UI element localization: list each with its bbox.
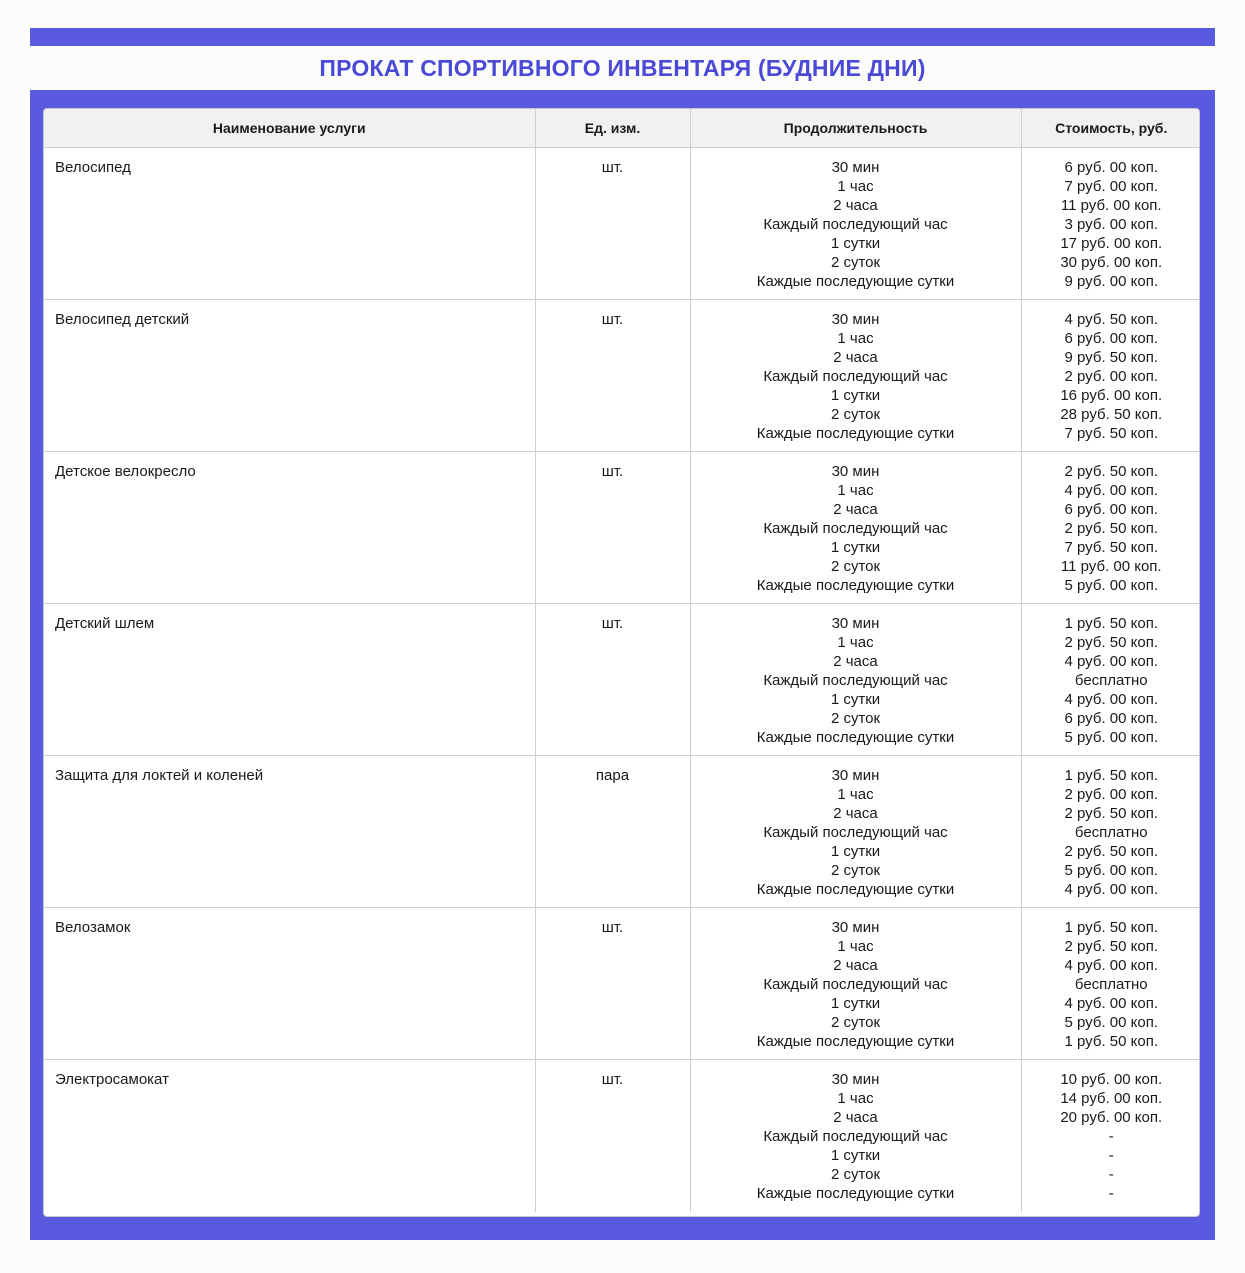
- table-row: [44, 908, 1200, 1060]
- duration-line: 1 сутки: [830, 1147, 881, 1164]
- price-line: 2 руб. 50 коп.: [1064, 938, 1158, 955]
- price-cell: [1021, 300, 1200, 452]
- price-line: 11 руб. 00 коп.: [1060, 558, 1162, 575]
- price-line: 2 руб. 50 коп.: [1064, 843, 1158, 860]
- duration-line: Каждые последующие сутки: [756, 577, 955, 594]
- duration-line: 1 час: [837, 1090, 874, 1107]
- price-cell: [1021, 148, 1200, 300]
- duration-line: 30 мин: [831, 159, 880, 176]
- price-line: 1 руб. 50 коп.: [1064, 615, 1158, 632]
- duration-line: Каждый последующий час: [763, 824, 948, 841]
- duration-line: 2 часа: [833, 349, 878, 366]
- price-line: 4 руб. 00 коп.: [1064, 957, 1158, 974]
- price-line: 2 руб. 50 коп.: [1064, 463, 1158, 480]
- header-service-name: Наименование услуги: [44, 109, 535, 148]
- price-line: 11 руб. 00 коп.: [1060, 197, 1162, 214]
- duration-line: Каждый последующий час: [763, 216, 948, 233]
- duration-line: 30 мин: [831, 615, 880, 632]
- duration-cell: [690, 908, 1021, 1060]
- table-frame: [30, 90, 1215, 1240]
- page-title: ПРОКАТ СПОРТИВНОГО ИНВЕНТАРЯ (БУДНИЕ ДНИ): [319, 55, 926, 81]
- price-line: -: [1108, 1166, 1114, 1183]
- service-name-cell: Детский шлем: [44, 604, 535, 756]
- duration-line: 1 час: [837, 482, 874, 499]
- price-line: 16 руб. 00 коп.: [1060, 387, 1163, 404]
- price-line: 4 руб. 50 коп.: [1064, 311, 1158, 328]
- price-line: 6 руб. 00 коп.: [1064, 330, 1158, 347]
- duration-line: 1 сутки: [830, 539, 881, 556]
- duration-line: Каждый последующий час: [763, 976, 948, 993]
- price-line: 4 руб. 00 коп.: [1064, 482, 1158, 499]
- service-name-cell: Велосипед: [44, 148, 535, 300]
- price-cell: [1021, 1060, 1200, 1212]
- price-line: 30 руб. 00 коп.: [1060, 254, 1163, 271]
- service-name-cell: Велозамок: [44, 908, 535, 1060]
- price-table: [44, 109, 1200, 1212]
- price-line: 2 руб. 50 коп.: [1064, 805, 1158, 822]
- price-line: 6 руб. 00 коп.: [1064, 710, 1158, 727]
- service-name-cell: Защита для локтей и коленей: [44, 756, 535, 908]
- price-line: бесплатно: [1074, 976, 1148, 993]
- price-line: 17 руб. 00 коп.: [1060, 235, 1163, 252]
- price-line: 6 руб. 00 коп.: [1064, 159, 1158, 176]
- table-row: [44, 452, 1200, 604]
- duration-cell: [690, 300, 1021, 452]
- duration-line: 2 суток: [830, 862, 881, 879]
- duration-cell: [690, 148, 1021, 300]
- price-line: 5 руб. 00 коп.: [1064, 577, 1158, 594]
- price-line: 9 руб. 00 коп.: [1064, 273, 1158, 290]
- price-cell: [1021, 756, 1200, 908]
- duration-line: 1 сутки: [830, 843, 881, 860]
- duration-line: 2 суток: [830, 558, 881, 575]
- price-line: -: [1108, 1147, 1114, 1164]
- price-line: 1 руб. 50 коп.: [1064, 919, 1158, 936]
- duration-line: Каждые последующие сутки: [756, 1033, 955, 1050]
- price-line: 5 руб. 00 коп.: [1064, 729, 1158, 746]
- price-line: 2 руб. 50 коп.: [1064, 520, 1158, 537]
- duration-line: Каждый последующий час: [763, 1128, 948, 1145]
- price-cell: [1021, 908, 1200, 1060]
- price-line: 7 руб. 00 коп.: [1064, 178, 1158, 195]
- price-line: 4 руб. 00 коп.: [1064, 691, 1158, 708]
- duration-line: 1 сутки: [830, 995, 881, 1012]
- price-line: 4 руб. 00 коп.: [1064, 881, 1158, 898]
- duration-line: 1 час: [837, 330, 874, 347]
- duration-line: Каждый последующий час: [763, 368, 948, 385]
- top-accent-bar: [30, 28, 1215, 46]
- duration-line: 2 суток: [830, 254, 881, 271]
- duration-line: 2 часа: [833, 957, 878, 974]
- table-row: [44, 148, 1200, 300]
- duration-line: 2 суток: [830, 1014, 881, 1031]
- price-cell: [1021, 452, 1200, 604]
- duration-line: 1 сутки: [830, 387, 881, 404]
- duration-line: 30 мин: [831, 463, 880, 480]
- duration-line: 2 суток: [830, 406, 881, 423]
- price-line: 28 руб. 50 коп.: [1060, 406, 1163, 423]
- table-row: [44, 756, 1200, 908]
- unit-cell: шт.: [535, 300, 690, 452]
- price-line: 14 руб. 00 коп.: [1060, 1090, 1163, 1107]
- duration-line: 1 час: [837, 178, 874, 195]
- price-line: 2 руб. 00 коп.: [1064, 368, 1158, 385]
- price-line: -: [1108, 1128, 1114, 1145]
- duration-line: 30 мин: [831, 919, 880, 936]
- duration-line: 2 часа: [833, 653, 878, 670]
- price-line: 7 руб. 50 коп.: [1064, 425, 1158, 442]
- unit-cell: шт.: [535, 604, 690, 756]
- price-line: 6 руб. 00 коп.: [1064, 501, 1158, 518]
- duration-line: 2 часа: [833, 197, 878, 214]
- duration-line: 30 мин: [831, 1071, 880, 1088]
- price-line: 2 руб. 00 коп.: [1064, 786, 1158, 803]
- table-row: [44, 1060, 1200, 1212]
- table-row: [44, 300, 1200, 452]
- duration-cell: [690, 756, 1021, 908]
- price-table-card: [43, 108, 1200, 1217]
- price-line: 3 руб. 00 коп.: [1064, 216, 1158, 233]
- price-line: 20 руб. 00 коп.: [1060, 1109, 1163, 1126]
- duration-line: 1 час: [837, 634, 874, 651]
- header-duration: Продолжительность: [690, 109, 1021, 148]
- duration-line: Каждый последующий час: [763, 672, 948, 689]
- price-line: бесплатно: [1074, 672, 1148, 689]
- price-line: 5 руб. 00 коп.: [1064, 1014, 1158, 1031]
- duration-line: Каждые последующие сутки: [756, 425, 955, 442]
- duration-line: 2 часа: [833, 501, 878, 518]
- table-row: [44, 604, 1200, 756]
- price-line: 4 руб. 00 коп.: [1064, 995, 1158, 1012]
- duration-line: 2 часа: [833, 805, 878, 822]
- duration-line: 2 суток: [830, 1166, 881, 1183]
- duration-line: Каждые последующие сутки: [756, 881, 955, 898]
- price-line: 4 руб. 00 коп.: [1064, 653, 1158, 670]
- duration-line: Каждый последующий час: [763, 520, 948, 537]
- duration-line: 30 мин: [831, 767, 880, 784]
- service-name-cell: Детское велокресло: [44, 452, 535, 604]
- duration-cell: [690, 1060, 1021, 1212]
- table-header-row: [44, 109, 1200, 148]
- price-line: 7 руб. 50 коп.: [1064, 539, 1158, 556]
- duration-line: 30 мин: [831, 311, 880, 328]
- price-line: 5 руб. 00 коп.: [1064, 862, 1158, 879]
- duration-line: 1 сутки: [830, 235, 881, 252]
- price-line: -: [1108, 1185, 1114, 1202]
- duration-cell: [690, 604, 1021, 756]
- duration-line: 1 сутки: [830, 691, 881, 708]
- service-name-cell: Электросамокат: [44, 1060, 535, 1212]
- unit-cell: пара: [535, 756, 690, 908]
- table-body: [44, 148, 1200, 1212]
- unit-cell: шт.: [535, 148, 690, 300]
- service-name-cell: Велосипед детский: [44, 300, 535, 452]
- duration-line: 2 часа: [833, 1109, 878, 1126]
- price-line: 1 руб. 50 коп.: [1064, 1033, 1158, 1050]
- duration-line: 1 час: [837, 938, 874, 955]
- price-line: бесплатно: [1074, 824, 1148, 841]
- duration-line: Каждые последующие сутки: [756, 729, 955, 746]
- price-cell: [1021, 604, 1200, 756]
- header-unit: Ед. изм.: [535, 109, 690, 148]
- price-line: 10 руб. 00 коп.: [1060, 1071, 1163, 1088]
- price-line: 9 руб. 50 коп.: [1064, 349, 1158, 366]
- unit-cell: шт.: [535, 452, 690, 604]
- duration-line: 2 суток: [830, 710, 881, 727]
- duration-line: Каждые последующие сутки: [756, 1185, 955, 1202]
- duration-line: 1 час: [837, 786, 874, 803]
- unit-cell: шт.: [535, 908, 690, 1060]
- price-line: 1 руб. 50 коп.: [1064, 767, 1158, 784]
- duration-line: Каждые последующие сутки: [756, 273, 955, 290]
- price-line: 2 руб. 50 коп.: [1064, 634, 1158, 651]
- header-price: Стоимость, руб.: [1021, 109, 1200, 148]
- unit-cell: шт.: [535, 1060, 690, 1212]
- duration-cell: [690, 452, 1021, 604]
